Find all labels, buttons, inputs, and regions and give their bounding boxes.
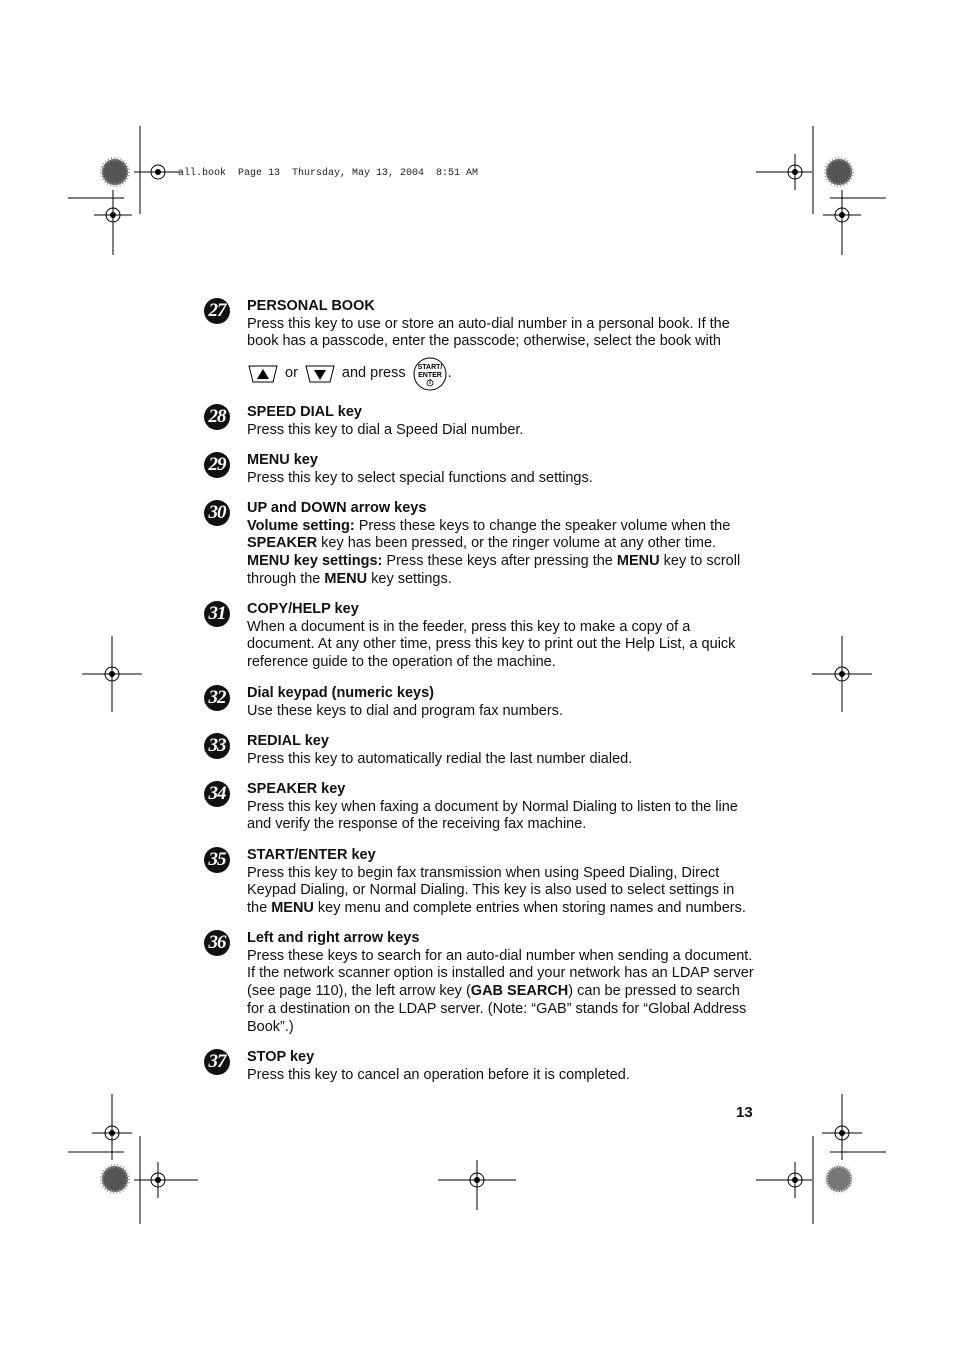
number-badge: 31 <box>204 601 230 627</box>
item-title: REDIAL key <box>247 733 329 749</box>
item-body: Press this key to automatically redial the last number dialed. <box>247 750 633 767</box>
item-title: UP and DOWN arrow keys <box>247 500 427 516</box>
item-title: MENU key <box>247 452 318 468</box>
enter-label: ENTER <box>417 372 442 380</box>
start-label: START/ <box>417 364 442 372</box>
item-body: Press this key to cancel an operation before it is completed. <box>247 1066 630 1083</box>
print-header: all.book Page 13 Thursday, May 13, 2004 8:51 AM <box>178 168 479 179</box>
number-badge: 36 <box>204 930 230 956</box>
number-badge: 34 <box>204 781 230 807</box>
number-badge: 37 <box>204 1049 230 1075</box>
item-body: Use these keys to dial and program fax numbers. <box>247 702 563 719</box>
item-body: Press this key to begin fax transmission when using Speed Dialing, Direct Keypad Dialing, or Normal Dialing. This key is also used to select settings in the MENU key menu and complete entries when storing names and numbers. <box>247 864 746 917</box>
item-body-menu: MENU key settings: Press these keys after pressing the MENU key to scroll through the MENU key settings. <box>247 553 741 587</box>
number-badge: 28 <box>204 404 230 430</box>
period-text: . <box>447 365 452 382</box>
up-arrow-key-icon <box>247 364 279 384</box>
item-body: Press this key to dial a Speed Dial number. <box>247 421 524 438</box>
item-title: Left and right arrow keys <box>247 930 420 946</box>
start-enter-key-icon <box>412 357 448 391</box>
item-title: START/ENTER key <box>247 847 376 863</box>
number-badge: 29 <box>204 452 230 478</box>
number-badge: 30 <box>204 500 230 526</box>
number-badge: 33 <box>204 733 230 759</box>
or-text: or <box>285 365 298 382</box>
item-body: Press these keys to search for an auto-dial number when sending a document. If the network scanner option is installed and your network has an LDAP server (see page 110), the left arrow key (GAB SEARCH) can be pressed to search for a destination on the LDAP server. (Note: “GAB” stands for “Global Address Book”.) <box>247 947 754 1035</box>
number-badge: 32 <box>204 685 230 711</box>
and-press-text: and press <box>341 365 406 382</box>
item-body: Press this key to select special functions and settings. <box>247 469 593 486</box>
item-title: PERSONAL BOOK <box>247 298 375 314</box>
number-badge: 27 <box>204 298 230 324</box>
item-title: STOP key <box>247 1049 315 1065</box>
down-arrow-key-icon <box>304 364 336 384</box>
item-body: When a document is in the feeder, press this key to make a copy of a document. At any other time, press this key to print out the Help List, a quick reference guide to the operation of the machine. <box>247 618 736 671</box>
item-title: SPEAKER key <box>247 781 346 797</box>
page-number: 13 <box>736 1104 753 1121</box>
item-title: Dial keypad (numeric keys) <box>247 685 434 701</box>
item-title: COPY/HELP key <box>247 601 359 617</box>
key-illustration-line <box>247 357 757 391</box>
item-title: SPEED DIAL key <box>247 404 362 420</box>
item-body: Press this key to use or store an auto-dial number in a personal book. If the book has a passcode, enter the passcode; otherwise, select the book with <box>247 315 730 350</box>
item-body-volume: Volume setting: Press these keys to change the speaker volume when the SPEAKER key has been pressed, or the ringer volume at any other time. <box>247 517 731 552</box>
number-badge: 35 <box>204 847 230 873</box>
item-body: Press this key when faxing a document by Normal Dialing to listen to the line and verify the response of the receiving fax machine. <box>247 798 738 833</box>
